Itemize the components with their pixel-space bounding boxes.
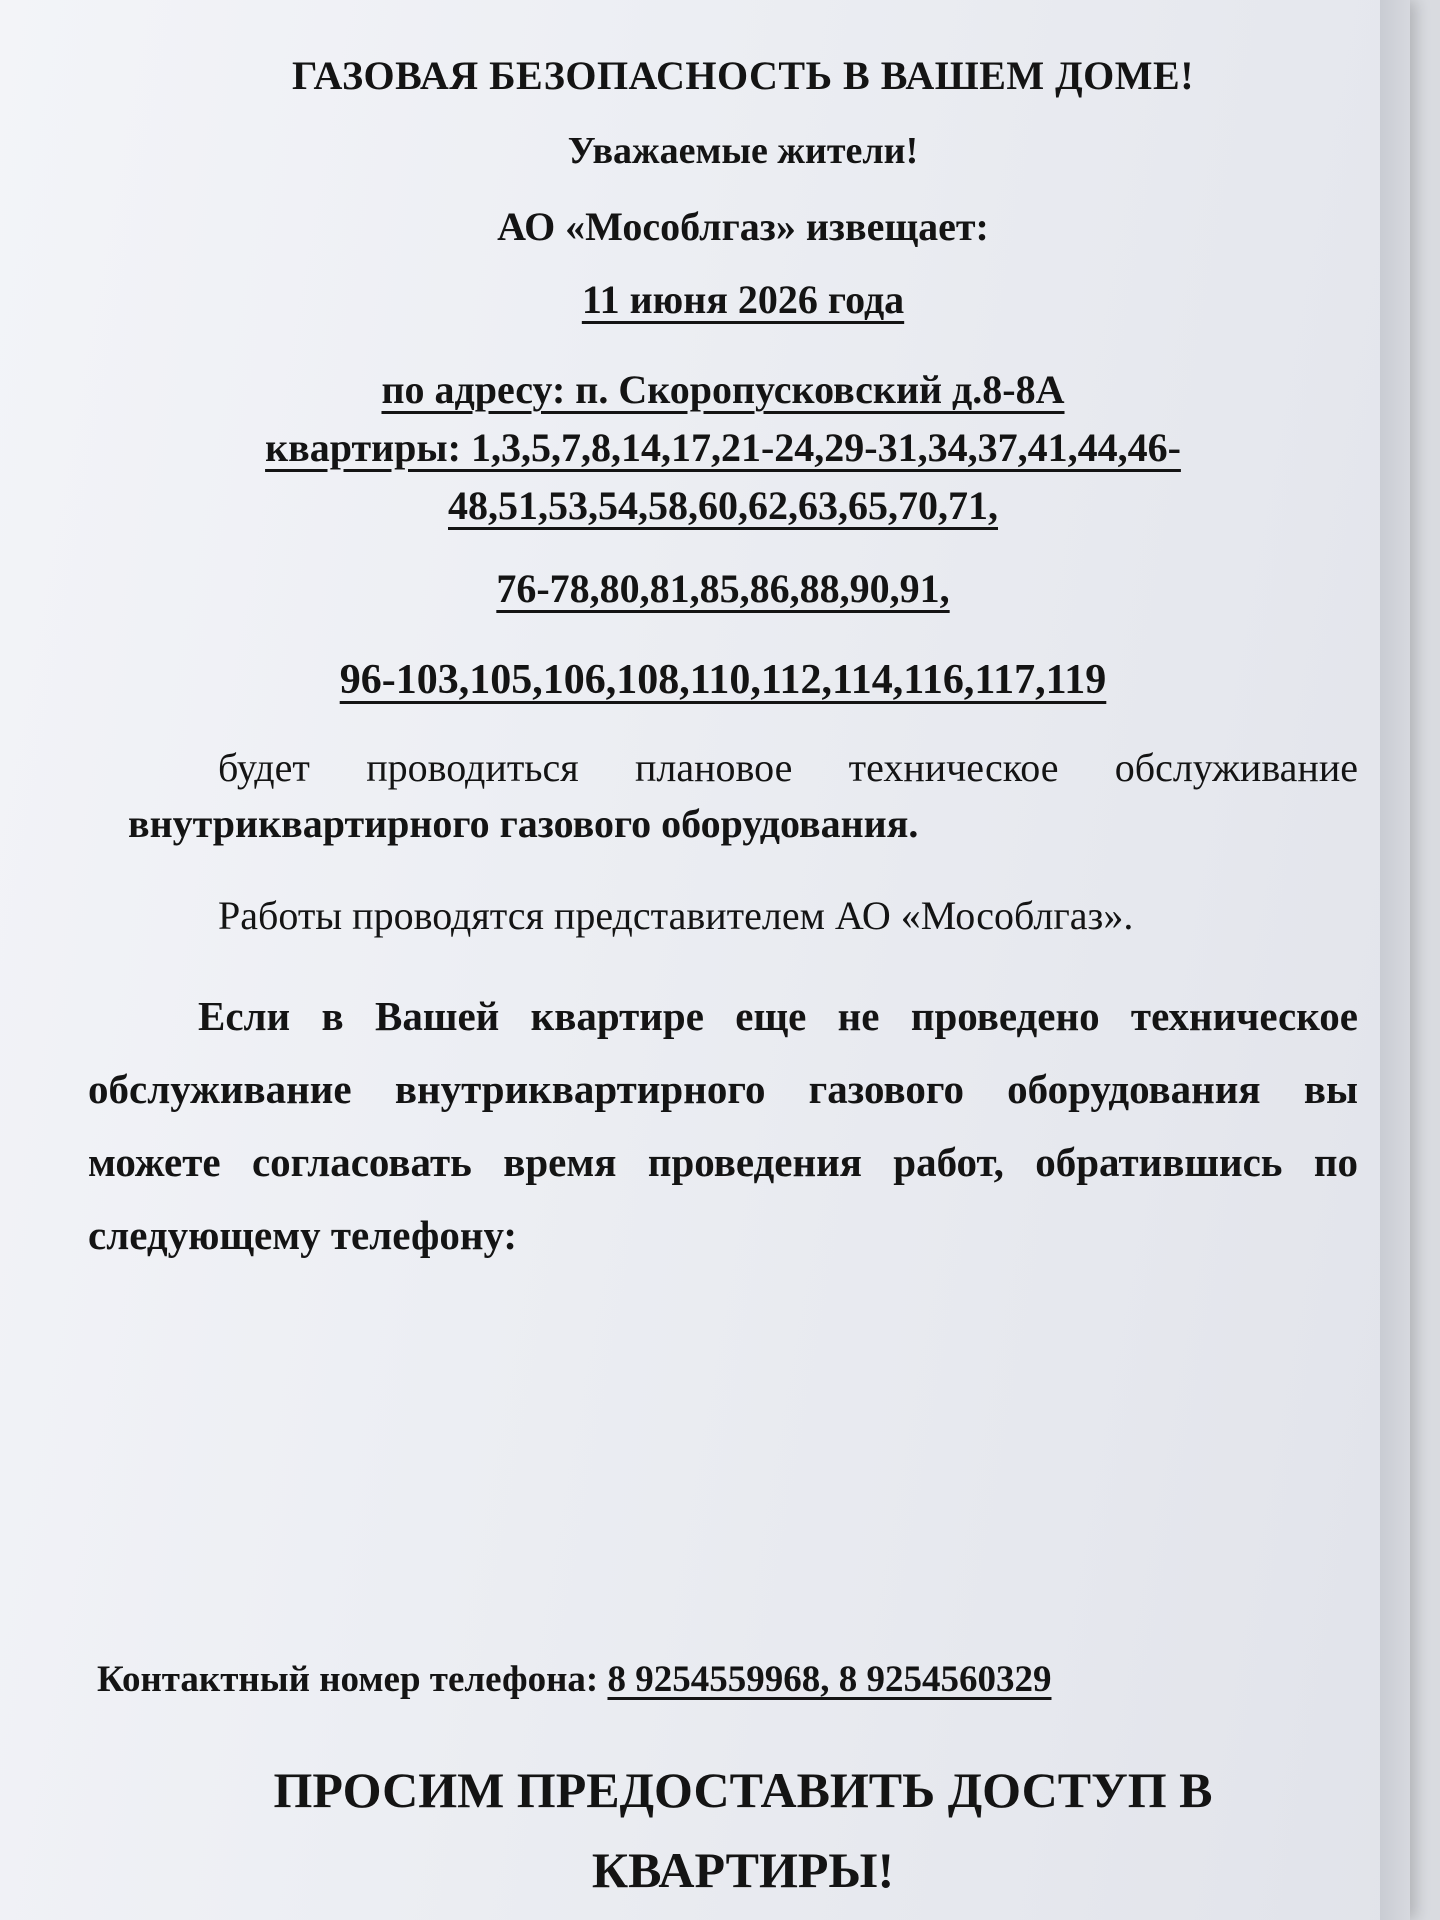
address-line: по адресу: п. Скоропусковский д.8-8А [381,367,1065,412]
notice-greeting: Уважаемые жители! [567,130,919,172]
maintenance-bold-text: внутриквартирного газового оборудования. [128,801,919,846]
maintenance-text: будет проводиться плановое техническое обслуживание [218,745,1358,790]
contact-label: Контактный номер телефона: [97,1659,599,1700]
maintenance-paragraph [88,740,1358,852]
notice-content [88,52,1358,1272]
notice-announcer: АО «Мособлгаз» извещает: [497,204,989,249]
final-request [88,1750,1398,1910]
final-request-line-1: ПРОСИМ ПРЕДОСТАВИТЬ ДОСТУП В [273,1762,1213,1818]
apartments-line-2: 48,51,53,54,58,60,62,63,65,70,71, [448,483,998,528]
apartments-line-1: квартиры: 1,3,5,7,8,14,17,21-24,29-31,34,37,41,44,46- [265,425,1181,470]
apartments-line-3: 76-78,80,81,85,86,88,90,91, [496,566,950,611]
apartments-line-4: 96-103,105,106,108,110,112,114,116,117,119 [339,657,1107,703]
contact-phones: 8 9254559968, 8 9254560329 [607,1659,1052,1700]
notice-title: ГАЗОВАЯ БЕЗОПАСНОСТЬ В ВАШЕМ ДОМЕ! [291,53,1195,98]
final-request-line-2: КВАРТИРЫ! [591,1842,895,1898]
works-paragraph: Работы проводятся представителем АО «Мособлгаз». [218,893,1134,938]
notice-date: 11 июня 2026 года [581,277,905,322]
paper-edge-shadow [1380,0,1410,1920]
contact-line [97,1658,1051,1701]
schedule-paragraph: Если в Вашей квартире еще не проведено техническое обслуживание внутриквартирного газового оборудования вы можете согласовать время проведения работ, обратившись по следующему телефону: [88,993,1358,1258]
address-block [88,361,1358,535]
